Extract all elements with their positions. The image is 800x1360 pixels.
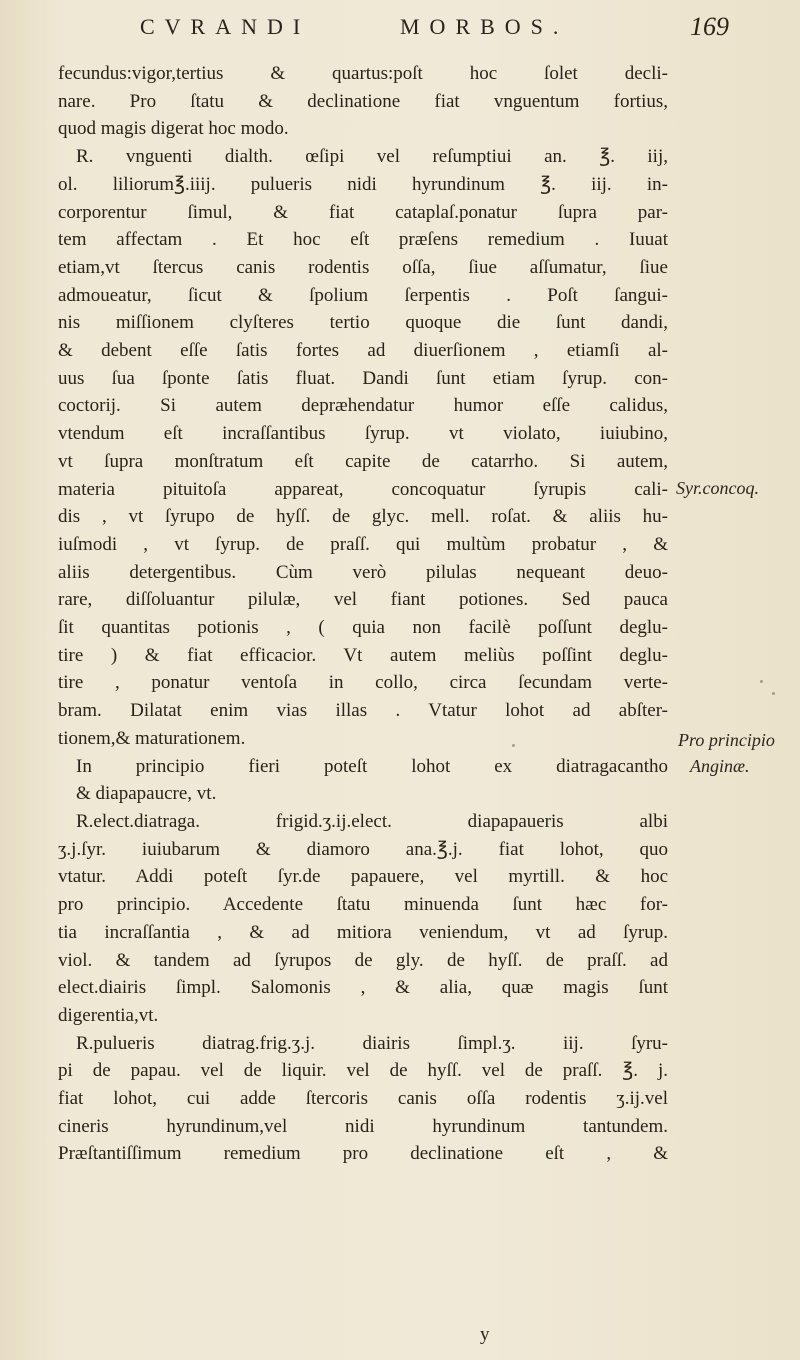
margin-note-anginae: Anginæ. [690,756,750,776]
text-line: & debent eſſe ſatis fortes ad diuerſionem , etiamſi al- [58,340,668,362]
text-line: pi de papau. vel de liquir. vel de hyſſ. vel de praſſ. ℥. j. [58,1060,668,1082]
text-line: vt ſupra monſtratum eſt capite de catarrho. Si autem, [58,450,668,472]
ink-speck [512,744,515,747]
text-line: uus ſua ſponte ſatis fluat. Dandi ſunt etiam ſyrup. con- [58,367,668,389]
text-line: digerentia,vt. [58,1004,159,1026]
text-line: pro principio. Accedente ſtatu minuenda ſunt hæc for- [58,894,668,916]
text-line: tionem,& maturationem. [58,727,246,749]
text-line: vtatur. Addi poteſt ſyr.de papauere, vel myrtill. & hoc [58,866,668,888]
margin-note-pro-principio: Pro principio [678,730,775,750]
ink-speck [772,692,775,695]
text-line: admoueatur, ſicut & ſpolium ſerpentis . Poſt ſangui- [58,284,668,306]
text-line: dis , vt ſyrupo de hyſſ. de glyc. mell. roſat. & aliis hu- [58,506,668,528]
text-line: cineris hyrundinum,vel nidi hyrundinum tantundem. [58,1115,668,1137]
text-line: Præſtantiſſimum remedium pro declinatione eſt , & [58,1143,668,1165]
text-line: ʒ.j.ſyr. iuiubarum & diamoro ana.℥.j. fiat lohot, quo [58,838,668,860]
text-line: In principio fieri poteſt lohot ex diatragacantho [76,755,668,777]
text-line: R. vnguenti dialth. œſipi vel reſumptiui an. ℥. iij, [76,146,668,168]
text-line: elect.diairis ſimpl. Salomonis , & alia, quæ magis ſunt [58,977,668,999]
text-line: etiam,vt ſtercus canis rodentis oſſa, ſiue aſſumatur, ſiue [58,256,668,278]
page-number: 169 [690,12,729,41]
text-line: & diapapaucre, vt. [76,783,217,805]
text-line: rare, diſſoluantur pilulæ, vel fiant potiones. Sed pauca [58,589,668,611]
ink-speck [760,680,763,683]
text-line: tem affectam . Et hoc eſt præſens remedium . Iuuat [58,229,668,251]
running-title-left: CVRANDI [140,14,311,39]
text-line: corporentur ſimul, & fiat cataplaſ.ponatur ſupra par- [58,201,668,223]
text-line: vtendum eſt incraſſantibus ſyrup. vt violato, iuiubino, [58,423,668,445]
text-line: quod magis digerat hoc modo. [58,118,289,140]
main-text-block [58,60,668,1168]
text-line: tia incraſſantia , & ad mitiora veniendum, vt ad ſyrup. [58,921,668,943]
text-line: fiat lohot, cui adde ſtercoris canis oſſa rodentis ʒ.ij.vel [58,1088,668,1110]
text-line: R.pulueris diatrag.frig.ʒ.j. diairis ſimpl.ʒ. iij. ſyru- [76,1032,668,1054]
running-title-right: MORBOS. [400,14,569,39]
text-line: tire ) & fiat efficacior. Vt autem meliùs poſſint deglu- [58,644,668,666]
text-line: tire , ponatur ventoſa in collo, circa ſecundam verte- [58,672,668,694]
text-line: nis miſſionem clyſteres tertio quoque die ſunt dandi, [58,312,668,334]
text-line: aliis detergentibus. Cùm verò pilulas nequeant deuo- [58,561,668,583]
text-line: ſit quantitas potionis , ( quia non facilè poſſunt deglu- [58,617,668,639]
text-line: bram. Dilatat enim vias illas . Vtatur lohot ad abſter- [58,700,668,722]
running-header [140,10,720,50]
catchword: y [480,1324,490,1345]
text-line: ol. liliorum℥.iiij. pulueris nidi hyrundinum ℥. iij. in- [58,173,668,195]
text-line: viol. & tandem ad ſyrupos de gly. de hyſſ. de praſſ. ad [58,949,668,971]
text-line: fecundus:vigor,tertius & quartus:poſt hoc ſolet decli- [58,63,668,84]
text-line: iuſmodi , vt ſyrup. de praſſ. qui multùm probatur , & [58,533,668,555]
text-line: coctorij. Si autem depræhendatur humor eſſe calidus, [58,395,668,417]
text-line: R.elect.diatraga. frigid.ʒ.ij.elect. diapapaueris albi [76,810,668,832]
margin-note-syr-concoq: Syr.concoq. [676,478,759,498]
text-line: materia pituitoſa appareat, concoquatur ſyrupis cali- [58,478,668,500]
text-line: nare. Pro ſtatu & declinatione fiat vnguentum fortius, [58,90,668,112]
